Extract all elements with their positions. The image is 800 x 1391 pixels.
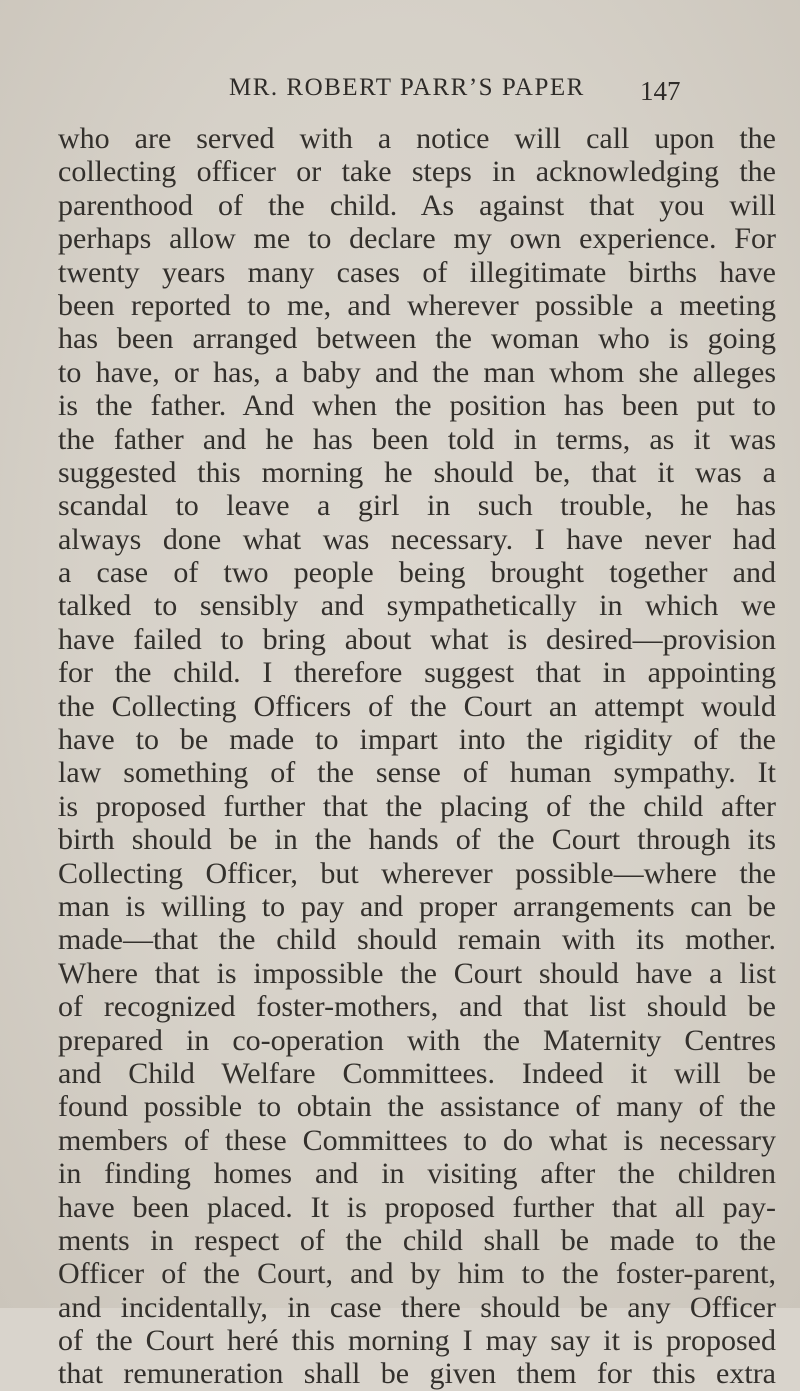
text-line: been reported to me, and wherever possible a meeting <box>58 288 776 322</box>
text-line: collecting officer or take steps in acknowledging the <box>58 155 776 189</box>
text-line: man is willing to pay and proper arrangements can be <box>58 889 776 923</box>
text-line: parenthood of the child. As against that you will <box>58 188 776 222</box>
text-line: that remuneration shall be given them for this extra <box>58 1357 776 1391</box>
text-line: talked to sensibly and sympathetically in which we <box>58 589 776 623</box>
text-line: the father and he has been told in terms, as it was <box>58 422 776 456</box>
text-line: have been placed. It is proposed further that all pay- <box>58 1190 776 1224</box>
text-line: suggested this morning he should be, that it was a <box>58 455 776 489</box>
text-line: the Collecting Officers of the Court an attempt would <box>58 689 776 723</box>
text-line: for the child. I therefore suggest that in appointing <box>58 656 776 690</box>
text-line: Officer of the Court, and by him to the foster-parent, <box>58 1257 776 1291</box>
text-line: who are served with a notice will call upon the <box>58 122 776 155</box>
text-line: ments in respect of the child shall be made to the <box>58 1223 776 1257</box>
text-line: law something of the sense of human sympathy. It <box>58 756 776 790</box>
text-line: prepared in co-operation with the Maternity Centres <box>58 1023 776 1057</box>
text-line: perhaps allow me to declare my own experience. For <box>58 222 776 256</box>
text-line: have to be made to impart into the rigidity of the <box>58 723 776 757</box>
text-line: members of these Committees to do what is necessary <box>58 1123 776 1157</box>
text-line: made—that the child should remain with its mother. <box>58 923 776 957</box>
page-number: 147 <box>640 76 681 106</box>
running-head-title: MR. ROBERT PARR’S PAPER <box>229 74 585 101</box>
text-line: of the Court heré this morning I may say it is proposed <box>58 1324 776 1358</box>
running-head <box>0 74 800 108</box>
text-line: to have, or has, a baby and the man whom she alleges <box>58 355 776 389</box>
body-text <box>58 122 776 1391</box>
text-line: have failed to bring about what is desired—provision <box>58 622 776 656</box>
text-line: has been arranged between the woman who is going <box>58 322 776 356</box>
text-line: is proposed further that the placing of the child after <box>58 789 776 823</box>
text-line: found possible to obtain the assistance of many of the <box>58 1090 776 1124</box>
text-line: scandal to leave a girl in such trouble, he has <box>58 489 776 523</box>
text-line: Where that is impossible the Court should have a list <box>58 956 776 990</box>
text-line: birth should be in the hands of the Court through its <box>58 823 776 857</box>
text-line: in finding homes and in visiting after the children <box>58 1157 776 1191</box>
text-line: a case of two people being brought together and <box>58 556 776 590</box>
text-line: and incidentally, in case there should be any Officer <box>58 1290 776 1324</box>
text-line: always done what was necessary. I have never had <box>58 522 776 556</box>
text-line: of recognized foster-mothers, and that list should be <box>58 990 776 1024</box>
text-line: twenty years many cases of illegitimate births have <box>58 255 776 289</box>
text-line: is the father. And when the position has been put to <box>58 389 776 423</box>
text-line: and Child Welfare Committees. Indeed it will be <box>58 1056 776 1090</box>
text-line: Collecting Officer, but wherever possible—where the <box>58 856 776 890</box>
